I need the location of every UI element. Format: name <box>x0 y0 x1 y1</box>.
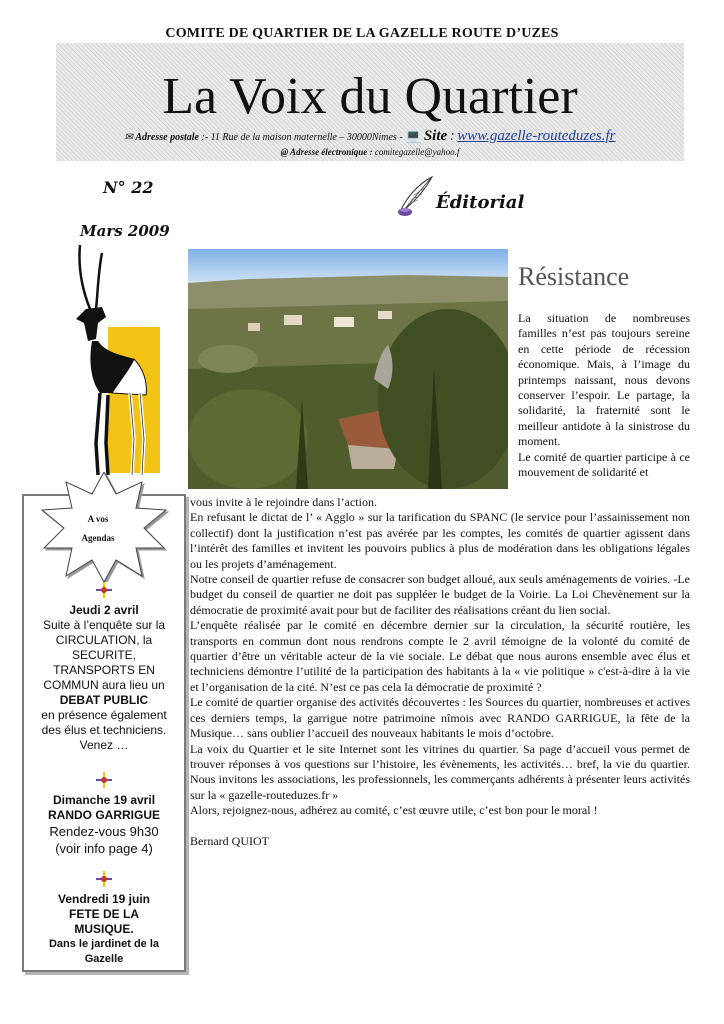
event-date: Dimanche 19 avril <box>52 793 156 807</box>
editorial-label <box>392 174 525 218</box>
event-line: COMMUN aura lieu un <box>43 678 165 692</box>
address-line <box>56 128 684 145</box>
editorial-side-text <box>518 311 690 480</box>
gazelle-logo <box>62 243 166 479</box>
body-paragraph: L’enquête réalisée par le comité en décembre dernier sur la circulation, la sécurité routière, les transports en commun dont nous rendrons compte le 2 avril témoigne de la volonté du comité de quartier d’être un véritable acteur de la vie sociale. Le débat que nous aurons ensemble avec élus et techniciens démontre l’utilité de la participation des habitants à la « vie politique » c'est-à-dire à la vie et l’organisation de la cité. N’est ce pas cela la démocratie de proximité ? <box>190 618 690 694</box>
agenda-event-3 <box>24 892 184 967</box>
body-paragraph: En refusant le dictat de l’ « Agglo » sur la tarification du SPANC (le service pour l’assainissement non collectif) dont la justification n’est pas avérée par les comptes, les comités de quartier agissent dans l’intérêt des familles et invitent les pouvoirs publics à plus de modération dans les obligations légales ou les projets d’aménagement. <box>190 510 690 571</box>
site-separator: : <box>449 128 455 144</box>
email-line <box>56 147 684 157</box>
event-line: (voir info page 4) <box>55 841 153 856</box>
agenda-star-line2: Agendas <box>81 533 115 543</box>
event-line: en présence également <box>41 708 167 722</box>
sparkle-icon <box>96 772 112 788</box>
masthead <box>56 43 684 161</box>
event-date: Vendredi 19 juin <box>57 892 151 906</box>
event-line: SECURITE, <box>71 648 136 662</box>
issue-date: Mars 2009 <box>80 222 170 240</box>
body-paragraph: Notre conseil de quartier refuse de consacrer son budget alloué, aux seuls aménagements de voiries. -Le budget du conseil de quartier ne doit pas suppléer le budget de la Voirie. La Loi Chevènement sur la démocratie de proximité avait pour but de faciliter des réalisations créant du lien social. <box>190 572 690 617</box>
editorial-word: Éditorial <box>436 192 525 213</box>
site-label: Site <box>423 128 448 144</box>
event-line: Rendez-vous 9h30 <box>49 824 159 839</box>
editorial-body <box>190 495 690 849</box>
quill-icon <box>392 174 438 218</box>
event-line: RANDO GARRIGUE <box>47 808 160 822</box>
event-line: Suite à l’enquête sur la <box>42 618 166 632</box>
site-link[interactable]: www.gazelle-routeduzes.fr <box>457 128 616 144</box>
email-label: @ Adresse électronique : <box>280 147 373 157</box>
address-label: Adresse postale <box>135 132 199 143</box>
agenda-event-2 <box>24 793 184 857</box>
agenda-event-1 <box>24 603 184 753</box>
editorial-heading: Résistance <box>518 262 630 291</box>
address-value: :- 11 Rue de la maison maternelle – 30000Nimes - <box>201 132 403 143</box>
body-paragraph: Le comité de quartier organise des activités découvertes : les Sources du quartier, nombreuses et actives ces derniers temps, la garrigue notre patrimoine nîmois avec RANDO GARRIGUE, la fête de la Musique… sans oublier l’accueil des nouveaux habitants le mois d’octobre. <box>190 695 690 741</box>
body-paragraph: La voix du Quartier et le site Internet sont les vitrines du quartier. Sa page d’accueil vous permet de trouver réponses à vos questions sur l’histoire, les évènements, les activités… bref, la vie du quartier. Nous invitons les associations, les professionnels, les commerçants adhérents à présenter leurs activités sur la « gazelle-routeduzes.fr » <box>190 741 690 802</box>
mail-icon: ✉ <box>124 132 133 143</box>
computer-icon: 💻 <box>405 128 422 143</box>
issue-number: N° 22 <box>103 178 154 197</box>
email-link[interactable]: comitegazelle@yahoo.f <box>374 147 460 157</box>
side-paragraph: Le comité de quartier participe à ce mouvement de solidarité et <box>518 449 690 480</box>
event-line: DEBAT PUBLIC <box>59 693 149 707</box>
sparkle-icon <box>96 871 112 887</box>
committee-name: COMITE DE QUARTIER DE LA GAZELLE ROUTE D’UZES <box>165 26 559 41</box>
sparkle-icon <box>96 582 112 598</box>
event-line: Dans le jardinet de la <box>48 938 160 950</box>
agenda-starburst <box>32 472 176 582</box>
event-line: FETE DE LA <box>68 907 139 921</box>
event-line: TRANSPORTS EN <box>53 663 155 677</box>
signature: Bernard QUIOT <box>190 833 269 848</box>
side-paragraph: La situation de nombreuses familles n’est pas toujours sereine en cette période de récession économique. Mais, à l’image du printemps naissant, nous devons conserver l’espoir. Le partage, la solidarité, la fraternité sont le meilleur antidote à la sinistrose du moment. <box>518 311 690 449</box>
body-paragraph: vous invite à le rejoindre dans l’action. <box>190 495 377 509</box>
event-line: CIRCULATION, la <box>55 633 153 647</box>
agenda-star-line1: A vos <box>87 514 109 524</box>
event-line: Gazelle <box>84 953 124 965</box>
body-paragraph: Alors, rejoignez-nous, adhérez au comité, c’est œuvre utile, c’est bon pour le moral ! <box>190 803 598 818</box>
event-date: Jeudi 2 avril <box>69 603 139 617</box>
page-title: La Voix du Quartier <box>162 68 578 125</box>
landscape-photo <box>188 249 508 489</box>
event-line: MUSIQUE. <box>74 922 134 936</box>
event-line: des élus et techniciens. <box>41 723 167 737</box>
event-line: Venez … <box>79 738 129 752</box>
